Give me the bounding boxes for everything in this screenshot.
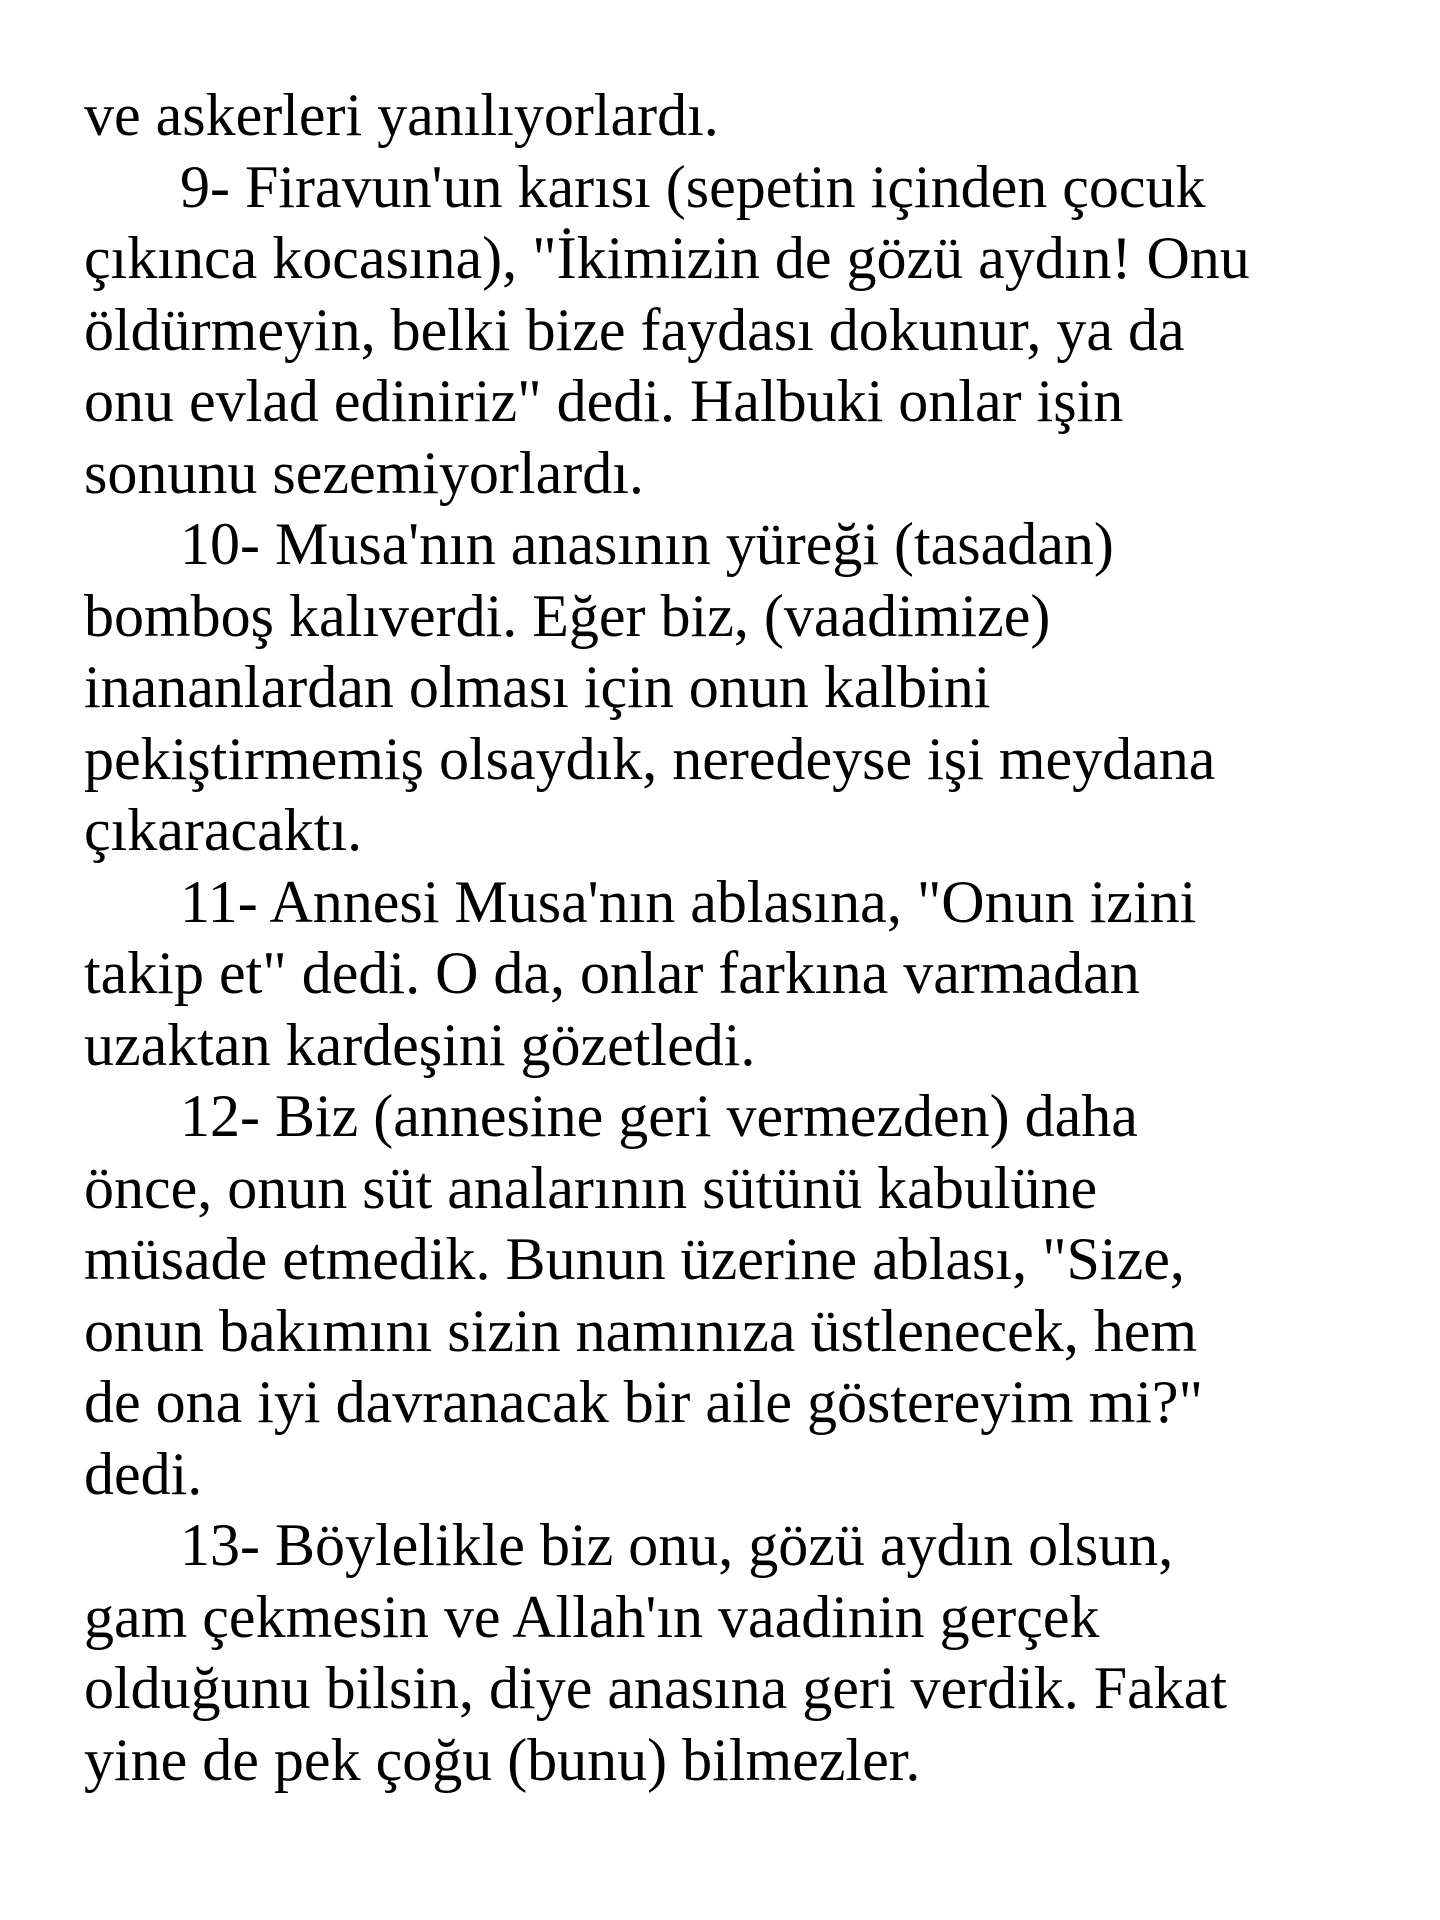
text-line: inananlardan olması için onun kalbini [84,654,991,720]
document-page [84,80,1384,1796]
text-line: takip et" dedi. O da, onlar farkına varmadan [84,940,1140,1006]
verse-12-start: 12- Biz (annesine geri vermezden) daha [180,1083,1138,1149]
text-line: pekiştirmemiş olsaydık, neredeyse işi meydana [84,725,1216,792]
text-line: öldürmeyin, belki bize faydası dokunur, ya da [84,296,1185,363]
text-line: bomboş kalıverdi. Eğer biz, (vaadimize) [84,582,1051,649]
verse-13-start: 13- Böylelikle biz onu, gözü aydın olsun, [180,1512,1174,1578]
verse-11-start: 11- Annesi Musa'nın ablasına, "Onun izini [180,868,1197,935]
text-line: onu evlad ediniriz" dedi. Halbuki onlar işin [84,368,1124,434]
text-line: müsade etmedik. Bunun üzerine ablası, "Size, [84,1226,1185,1292]
text-line: gam çekmesin ve Allah'ın vaadinin gerçek [84,1583,1100,1650]
text-line: onun bakımını sizin namınıza üstlenecek, hem [84,1297,1198,1364]
verse-9-start: 9- Firavun'un karısı (sepetin içinden çocuk [180,153,1206,220]
verse-10-start: 10- Musa'nın anasının yüreği (tasadan) [180,511,1114,577]
text-line: de ona iyi davranacak bir aile göstereyim mi?" [84,1369,1204,1435]
text-line: ve askerleri yanılıyorlardı. [84,82,719,148]
text-line: çıkaracaktı. [84,797,363,863]
text-line: uzaktan kardeşini gözetledi. [84,1011,756,1078]
text-line: çıkınca kocasına), "İkimizin de gözü aydın! Onu [84,225,1250,291]
text-line: önce, onun süt analarının sütünü kabulüne [84,1154,1098,1221]
text-line: sonunu sezemiyorlardı. [84,439,644,506]
text-line: olduğunu bilsin, diye anasına geri verdik. Fakat [84,1655,1228,1721]
text-line: yine de pek çoğu (bunu) bilmezler. [84,1726,921,1793]
text-line: dedi. [84,1440,203,1507]
